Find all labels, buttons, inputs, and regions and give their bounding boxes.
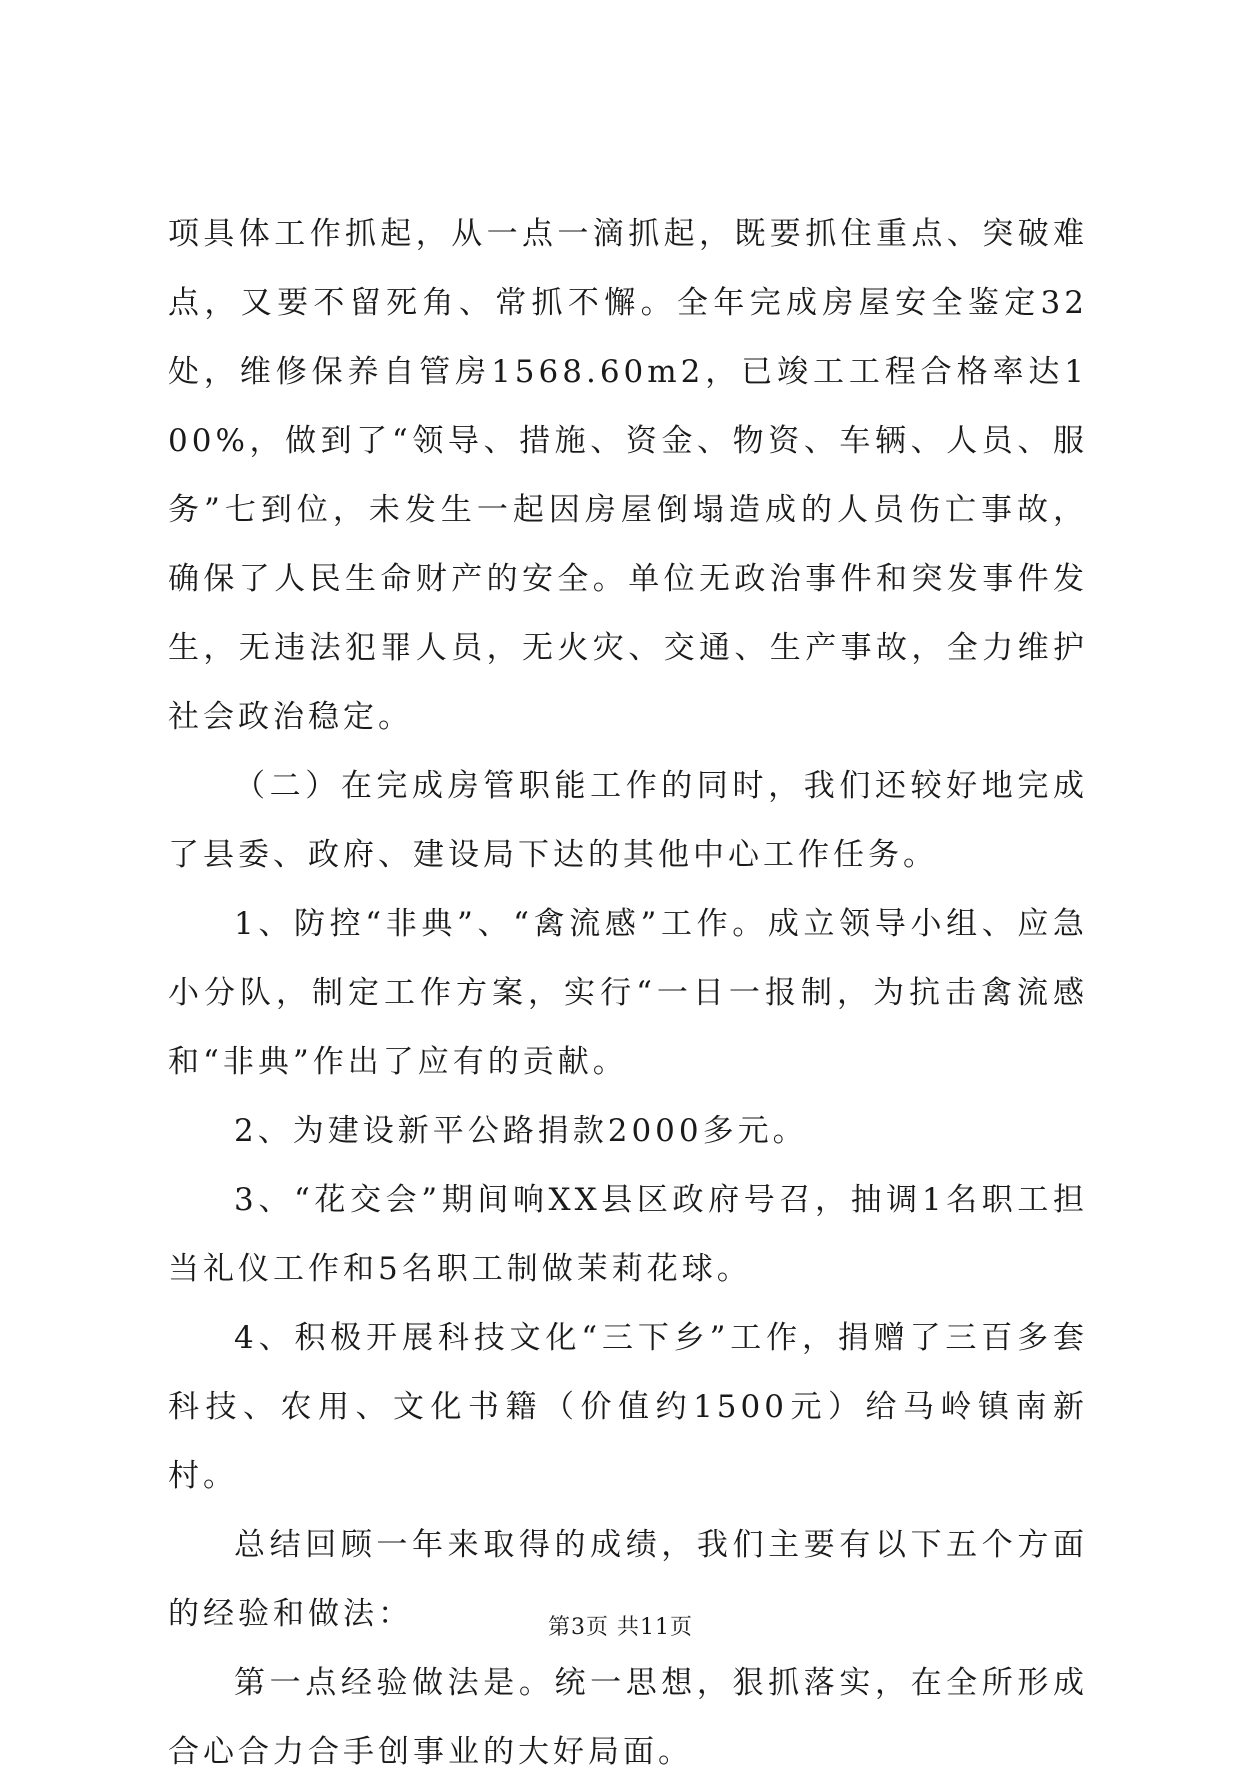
- document-body: [168, 200, 1088, 1787]
- paragraph-6: 4、积极开展科技文化“三下乡”工作，捐赠了三百多套科技、农用、文化书籍（价值约1500元）给马岭镇南新村。: [168, 1320, 1088, 1494]
- paragraph-7: 总结回顾一年来取得的成绩，我们主要有以下五个方面的经验和做法：: [168, 1527, 1088, 1632]
- paragraph-8: 第一点经验做法是。统一思想，狠抓落实，在全所形成合心合力合手创事业的大好局面。: [168, 1665, 1088, 1770]
- paragraph-3: 1、防控“非典”、“禽流感”工作。成立领导小组、应急小分队，制定工作方案，实行“一日一报制，为抗击禽流感和“非典”作出了应有的贡献。: [168, 906, 1088, 1080]
- page-number-footer: 第3页 共11页: [548, 1615, 693, 1640]
- paragraph-1: 项具体工作抓起，从一点一滴抓起，既要抓住重点、突破难点，又要不留死角、常抓不懈。全年完成房屋安全鉴定32处，维修保养自管房1568.60m2，已竣工工程合格率达100%，做到了“领导、措施、资金、物资、车辆、人员、服务”七到位，未发生一起因房屋倒塌造成的人员伤亡事故，确保了人民生命财产的安全。单位无政治事件和突发事件发生，无违法犯罪人员，无火灾、交通、生产事故，全力维护社会政治稳定。: [168, 216, 1088, 735]
- paragraph-5: 3、“花交会”期间响XX县区政府号召，抽调1名职工担当礼仪工作和5名职工制做茉莉花球。: [168, 1182, 1088, 1287]
- paragraph-4: 2、为建设新平公路捐款2000多元。: [234, 1113, 808, 1149]
- paragraph-2: （二）在完成房管职能工作的同时，我们还较好地完成了县委、政府、建设局下达的其他中心工作任务。: [168, 768, 1088, 873]
